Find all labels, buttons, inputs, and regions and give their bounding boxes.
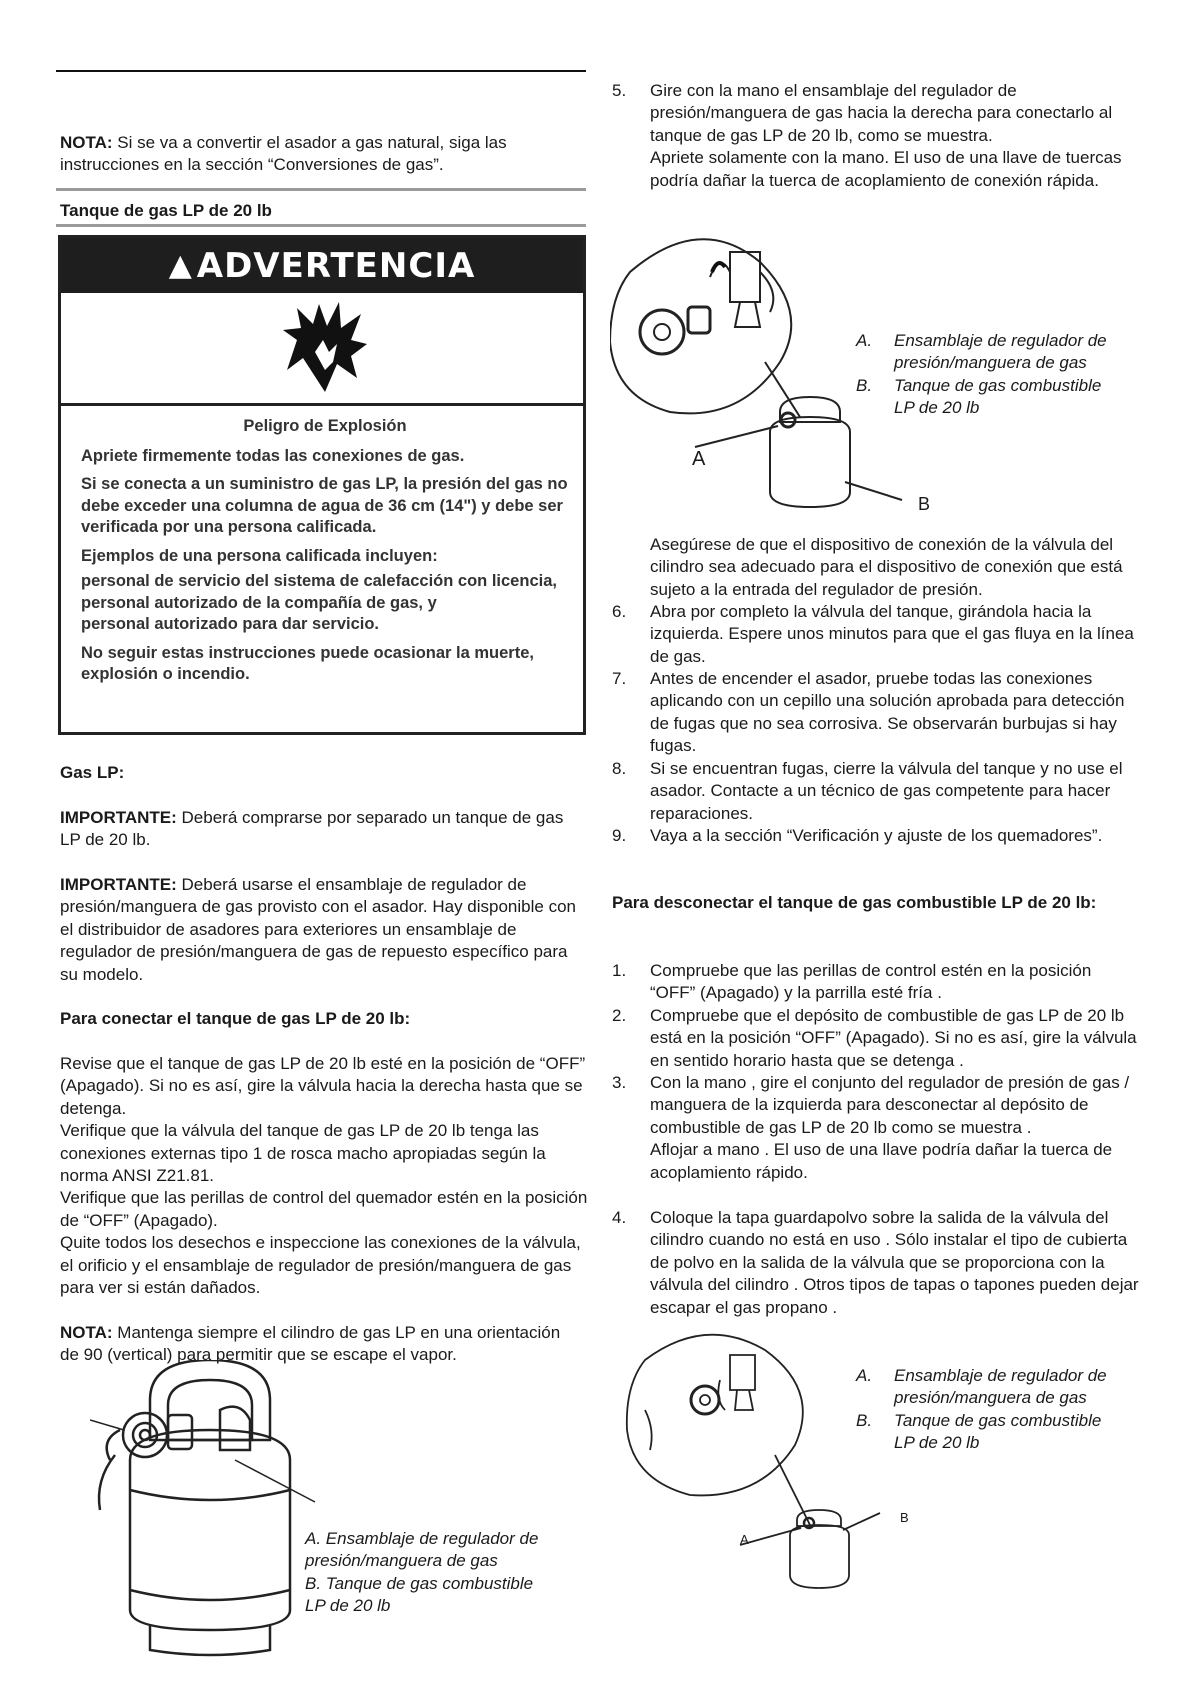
warning-line: personal de servicio del sistema de calefacción con licencia, [81, 572, 557, 590]
connect-heading: Para conectar el tanque de gas LP de 20 lb: [60, 1009, 411, 1028]
step-text: Si se encuentran fugas, cierre la válvula del tanque y no use el asador. Contacte a un técnico de gas competente para hacer reparaciones. [650, 759, 1123, 823]
explosion-icon [283, 300, 367, 394]
step-text: Aflojar a mano . El uso de una llave podría dañar la tuerca de acoplamiento rápido. [650, 1140, 1113, 1182]
fig2-label-a: A [740, 1532, 749, 1547]
fig1-label-b: B [918, 494, 931, 514]
step-number: 1. [612, 961, 627, 980]
nota-label: NOTA: [60, 133, 113, 152]
important-2-text: Deberá usarse el ensamblaje de regulador de presión/manguera de gas provisto con el asador. Hay disponible con el distribuidor de asadores para exteriores un ensamblaje de regulador de presión/manguera de gas de repuesto específico para su modelo. [60, 875, 576, 984]
step-text: Abra por completo la válvula del tanque, girándola hacia la izquierda. Espere unos minutos para que el gas fluya en la línea de gas. [650, 602, 1134, 666]
fig2-label-b: B [900, 1510, 909, 1525]
warning-line: Ejemplos de una persona calificada incluyen: [81, 546, 438, 565]
step-number: 4. [612, 1208, 627, 1227]
step-number: 2. [612, 1006, 627, 1025]
nota-text: Si se va a convertir el asador a gas natural, siga las instrucciones en la sección “Conversiones de gas”. [60, 133, 507, 175]
caption-a-label: A. [856, 331, 873, 350]
fig1-label-a: A [692, 448, 706, 470]
step-number: 8. [612, 759, 627, 778]
disconnect-heading: Para desconectar el tanque de gas combustible LP de 20 lb: [612, 893, 1097, 912]
warning-line: No seguir estas instrucciones puede ocasionar la muerte, explosión o incendio. [81, 643, 534, 683]
important-1-text: Deberá comprarse por separado un tanque de gas LP de 20 lb. [60, 808, 564, 850]
step-number: 5. [612, 81, 627, 100]
section-title: Tanque de gas LP de 20 lb [60, 201, 272, 220]
nota-paragraph [60, 132, 580, 177]
step-number: 3. [612, 1073, 627, 1092]
tank-closeup-illustration [90, 1360, 330, 1660]
step-text: Compruebe que las perillas de control estén en la posición “OFF” (Apagado) y la parrilla esté fría . [650, 961, 1092, 1003]
caption-line: LP de 20 lb [305, 1596, 391, 1616]
step-text: Compruebe que el depósito de combustible de gas LP de 20 lb está en la posición “OFF” (Apagado). Si no es así, gire la válvula en sentido horario hasta que se detenga . [650, 1006, 1137, 1070]
section-bar-top [56, 188, 586, 191]
warning-line: Apriete firmemente todas las conexiones de gas. [81, 446, 465, 465]
step-number: 7. [612, 669, 627, 688]
connect-paragraph: Revise que el tanque de gas LP de 20 lb esté en la posición de “OFF” (Apagado). Si no es así, gire la válvula hacia la derecha hasta que se detenga. [60, 1054, 586, 1118]
top-rule [56, 70, 586, 72]
nota-2-label: NOTA: [60, 1323, 113, 1342]
warning-box [58, 235, 586, 735]
warning-line: personal autorizado de la compañía de gas, y [81, 593, 437, 612]
important-2 [60, 874, 580, 986]
connect-paragraph: Verifique que la válvula del tanque de gas LP de 20 lb tenga las conexiones externas tipo 1 de rosca macho apropiadas según la norma ANSI Z21.81. [60, 1121, 546, 1186]
fig1-caption [856, 330, 1156, 420]
nota-2-text: Mantenga siempre el cilindro de gas LP en una orientación de 90 (vertical) para permitir que se escape el vapor. [60, 1323, 561, 1365]
caption-a-line1: Ensamblaje de regulador de [894, 331, 1107, 350]
connect-paragraph: Verifique que las perillas de control del quemador estén en la posición de “OFF” (Apagado). [60, 1188, 588, 1230]
warning-divider [61, 403, 583, 406]
warning-line: personal autorizado para dar servicio. [81, 615, 380, 633]
warning-title: Peligro de Explosión [243, 417, 407, 435]
warning-line: Si se conecta a un suministro de gas LP, la presión del gas no debe exceder una columna de agua de 36 cm (14") y debe ser verificada por una persona calificada. [81, 475, 568, 536]
gas-lp-heading: Gas LP: [60, 763, 125, 782]
step-text: Coloque la tapa guardapolvo sobre la salida de la válvula del cilindro cuando no está en uso . Sólo instalar el tipo de cubierta de polvo en la salida de la válvula que se proporciona con la válvula del cilindro . Otros tipos de tapas o tapones pueden dejar escapar el gas propano . [650, 1208, 1139, 1317]
warning-header [61, 238, 583, 293]
caption-b-line2: LP de 20 lb [894, 398, 980, 418]
step-number: 9. [612, 826, 627, 845]
step-text: Con la mano , gire el conjunto del regulador de presión de gas / manguera de la izquierda para desconectar al depósito de combustible de gas LP de 20 lb como se muestra . [650, 1073, 1130, 1137]
step-text: Apriete solamente con la mano. El uso de una llave de tuercas podría dañar la tuerca de acoplamiento de conexión rápida. [650, 148, 1122, 190]
caption-line: B. Tanque de gas combustible [305, 1573, 534, 1593]
warning-body [81, 416, 569, 693]
important-2-label: IMPORTANTE: [60, 875, 177, 894]
connect-paragraphs [60, 1053, 595, 1299]
caption-a-line2: presión/manguera de gas [894, 353, 1087, 373]
section-bar-bottom [56, 224, 586, 227]
step-number: 6. [612, 602, 627, 621]
caption-b-line1: Tanque de gas combustible [894, 1410, 1102, 1430]
left-figure-caption [305, 1528, 595, 1618]
important-1 [60, 807, 588, 852]
step-text: Antes de encender el asador, pruebe todas las conexiones aplicando con un cepillo una solución aprobada para detección de fugas que no sea corrosiva. Se observarán burbujas si hay fugas. [650, 669, 1125, 756]
step-text: Gire con la mano el ensamblaje del regulador de presión/manguera de gas hacia la derecha para conectarlo al tanque de gas LP de 20 lb, como se muestra. [650, 81, 1113, 145]
caption-line: presión/manguera de gas [305, 1551, 498, 1571]
caption-b-line2: LP de 20 lb [894, 1433, 980, 1453]
step-text: Vaya a la sección “Verificación y ajuste de los quemadores”. [650, 826, 1103, 845]
caption-b-line1: Tanque de gas combustible [894, 375, 1102, 395]
warning-heading: ADVERTENCIA [196, 245, 476, 286]
caption-a-line2: presión/manguera de gas [894, 1388, 1087, 1408]
caption-b-label: B. [856, 1410, 873, 1430]
caption-line: A. Ensamblaje de regulador de [305, 1529, 539, 1548]
connect-paragraph: Quite todos los desechos e inspeccione las conexiones de la válvula, el orificio y el ensamblaje de regulador de presión/manguera de gas para ver si están dañados. [60, 1233, 581, 1298]
asegurese-paragraph: Asegúrese de que el dispositivo de conexión de la válvula del cilindro sea adecuado para el dispositivo de conexión que está sujeto a la entrada del regulador de presión. [650, 535, 1123, 599]
caption-b-label: B. [856, 375, 873, 395]
caption-a-label: A. [856, 1366, 873, 1385]
warning-triangle-icon: ▲ [168, 248, 193, 283]
fig2-caption [856, 1365, 1156, 1455]
important-1-label: IMPORTANTE: [60, 808, 177, 827]
caption-a-line1: Ensamblaje de regulador de [894, 1366, 1107, 1385]
